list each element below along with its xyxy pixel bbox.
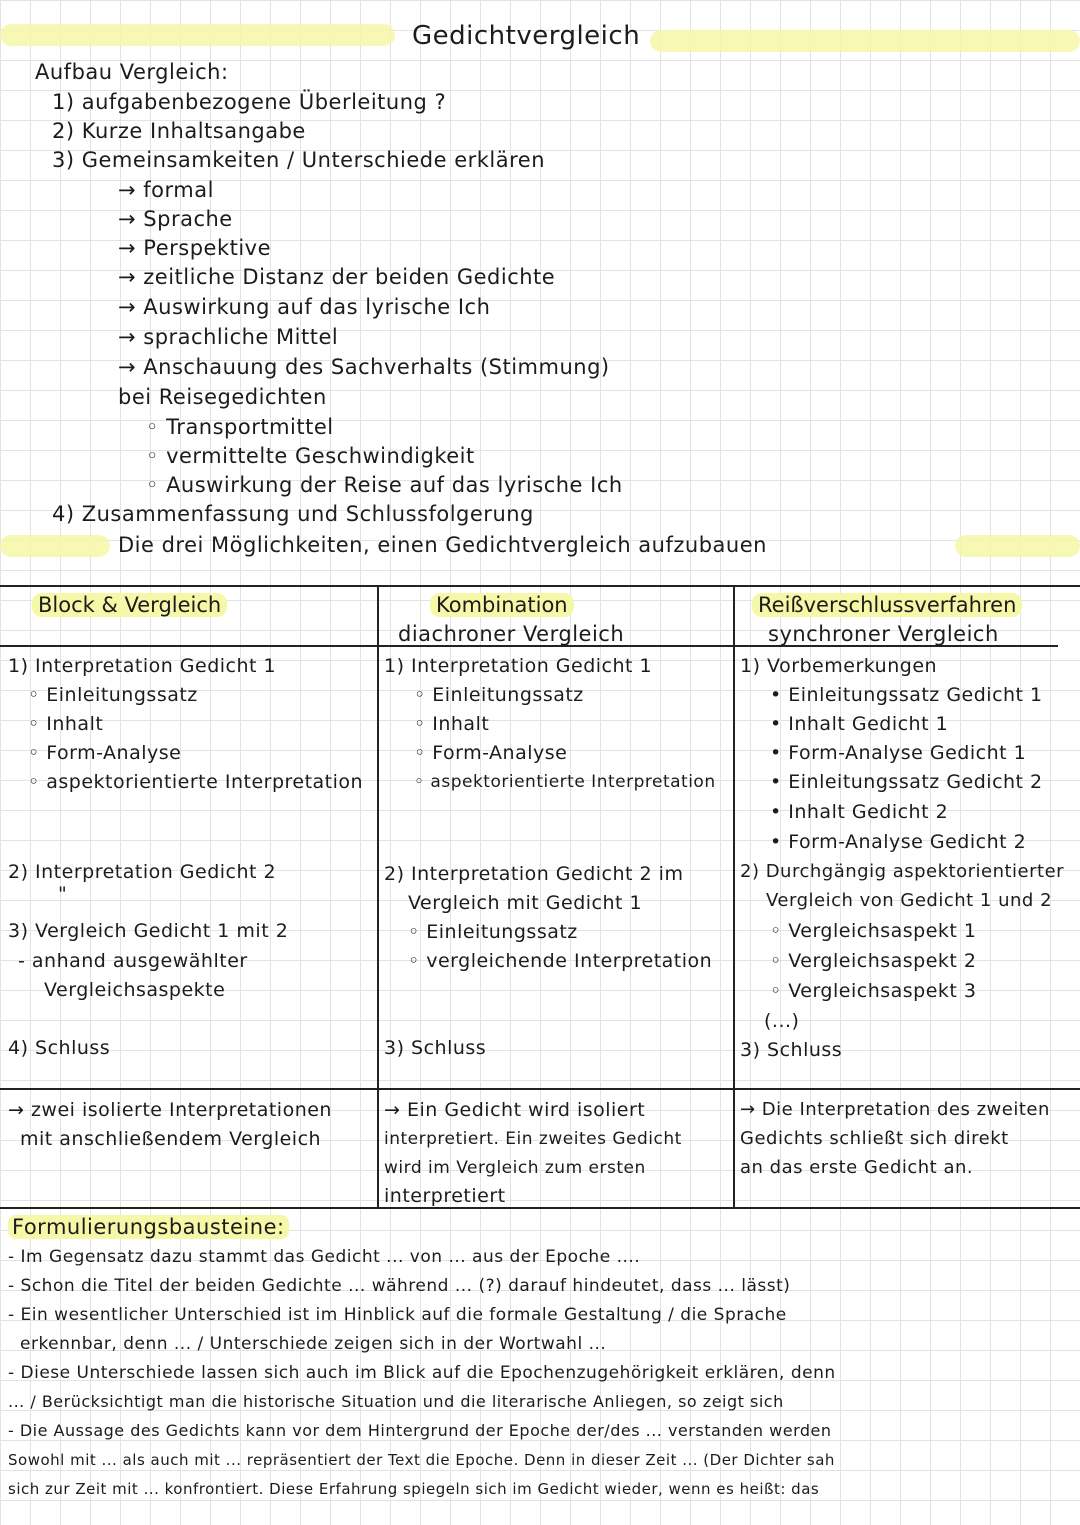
col2-line: ◦ aspektorientierte Interpretation bbox=[414, 772, 716, 792]
col3-summary-line: Gedichts schließt sich direkt bbox=[740, 1128, 1009, 1149]
col3-header-text: Reißverschlussverfahren bbox=[752, 593, 1022, 617]
reise-label: vermittelte Geschwindigkeit bbox=[166, 444, 475, 468]
col3-line: • Einleitungssatz Gedicht 1 bbox=[770, 684, 1043, 706]
aspect-label: Sprache bbox=[143, 207, 233, 231]
col2-line: ◦ Einleitungssatz bbox=[408, 921, 578, 943]
col2-summary-line: interpretiert. Ein zweites Gedicht bbox=[384, 1129, 682, 1149]
col3-line: • Einleitungssatz Gedicht 2 bbox=[770, 771, 1043, 793]
bausteine-heading-text: Formulierungsbausteine: bbox=[8, 1215, 289, 1239]
aspect-label: Anschauung des Sachverhalts (Stimmung) bbox=[143, 355, 610, 379]
aspect-item: → formal bbox=[118, 178, 214, 202]
bausteine-line: Sowohl mit ... als auch mit ... repräsentiert der Text die Epoche. Denn in dieser Zeit ... (Der Dichter sah bbox=[8, 1451, 835, 1469]
col3-line: • Inhalt Gedicht 1 bbox=[770, 713, 949, 735]
col3-summary-line: an das erste Gedicht an. bbox=[740, 1157, 974, 1178]
col3-line: 1) Vorbemerkungen bbox=[740, 655, 938, 677]
bausteine-line: ... / Berücksichtigt man die historische Situation und die literarische Anliegen, so zeigt sich bbox=[8, 1392, 784, 1411]
col1-summary-line: → zwei isolierte Interpretationen bbox=[8, 1099, 332, 1121]
aspect-item: → Sprache bbox=[118, 207, 233, 231]
col1-header-text: Block & Vergleich bbox=[32, 593, 227, 617]
col2-line: ◦ Einleitungssatz bbox=[414, 684, 584, 706]
col2-line: ◦ Form-Analyse bbox=[414, 742, 568, 764]
col1-line: ◦ Form-Analyse bbox=[28, 742, 182, 764]
col2-subheader: diachroner Vergleich bbox=[398, 622, 625, 646]
col3-summary-line: → Die Interpretation des zweiten bbox=[740, 1099, 1050, 1120]
col1-line: - anhand ausgewählter bbox=[18, 950, 248, 972]
col3-line: • Inhalt Gedicht 2 bbox=[770, 801, 949, 823]
bausteine-line: - Schon die Titel der beiden Gedichte ... während ... (?) darauf hindeutet, dass ... lässt) bbox=[8, 1276, 791, 1296]
page-title: Gedichtvergleich bbox=[412, 21, 641, 51]
col1-summary-line: mit anschließendem Vergleich bbox=[20, 1128, 322, 1150]
col3-line: ◦ Vergleichsaspekt 1 bbox=[770, 920, 977, 942]
bausteine-line: erkennbar, denn ... / Unterschiede zeigen sich in der Wortwahl ... bbox=[20, 1334, 607, 1354]
col2-line: Vergleich mit Gedicht 1 bbox=[408, 892, 643, 914]
title-highlight-right bbox=[650, 30, 1080, 52]
bausteine-line: - Ein wesentlicher Unterschied ist im Hinblick auf die formale Gestaltung / die Sprache bbox=[8, 1305, 787, 1325]
aspect-item: → Anschauung des Sachverhalts (Stimmung) bbox=[118, 355, 610, 379]
aspect-label: Perspektive bbox=[143, 236, 272, 260]
bausteine-line: - Diese Unterschiede lassen sich auch im Blick auf die Epochenzugehörigkeit erklären, denn bbox=[8, 1363, 836, 1383]
col3-line: 2) Durchgängig aspektorientierter bbox=[740, 861, 1065, 882]
col1-header bbox=[32, 593, 227, 617]
col1-line: ◦ aspektorientierte Interpretation bbox=[28, 771, 364, 793]
aufbau-step-4: 4) Zusammenfassung und Schlussfolgerung bbox=[52, 502, 534, 526]
col2-line: ◦ Inhalt bbox=[414, 713, 490, 735]
col1-line: 3) Vergleich Gedicht 1 mit 2 bbox=[8, 920, 289, 942]
table-column-divider-2 bbox=[733, 585, 735, 1209]
table-summary-divider bbox=[0, 1088, 1080, 1090]
col3-line: • Form-Analyse Gedicht 2 bbox=[770, 831, 1027, 853]
col2-header bbox=[430, 593, 574, 617]
col3-subheader: synchroner Vergleich bbox=[768, 622, 999, 646]
col3-line: Vergleich von Gedicht 1 und 2 bbox=[766, 890, 1053, 911]
aspect-item: → sprachliche Mittel bbox=[118, 325, 339, 349]
bausteine-line: - Die Aussage des Gedichts kann vor dem Hintergrund der Epoche der/des ... verstanden werden bbox=[8, 1421, 832, 1440]
col2-line: ◦ vergleichende Interpretation bbox=[408, 950, 713, 972]
aufbau-step-1: 1) aufgabenbezogene Überleitung ? bbox=[52, 90, 447, 114]
col2-line: 1) Interpretation Gedicht 1 bbox=[384, 655, 653, 677]
aspect-label: sprachliche Mittel bbox=[143, 325, 339, 349]
aufbau-heading: Aufbau Vergleich: bbox=[35, 60, 229, 84]
col1-line: " bbox=[58, 883, 68, 905]
col1-line: 1) Interpretation Gedicht 1 bbox=[8, 655, 277, 677]
col3-line: ◦ Vergleichsaspekt 2 bbox=[770, 950, 977, 972]
col3-header bbox=[752, 593, 1022, 617]
col1-line: ◦ Inhalt bbox=[28, 713, 104, 735]
aspect-label: Auswirkung auf das lyrische Ich bbox=[143, 295, 491, 319]
section-subtitle: Die drei Möglichkeiten, einen Gedichtvergleich aufzubauen bbox=[118, 533, 767, 557]
col2-summary-line: → Ein Gedicht wird isoliert bbox=[384, 1099, 646, 1121]
table-top-border bbox=[0, 585, 1080, 587]
bausteine-line: - Im Gegensatz dazu stammt das Gedicht ... von ... aus der Epoche .... bbox=[8, 1247, 641, 1267]
reise-label: Transportmittel bbox=[166, 415, 334, 439]
col2-summary-line: interpretiert bbox=[384, 1185, 506, 1207]
bausteine-line: sich zur Zeit mit ... konfrontiert. Diese Erfahrung spiegeln sich im Gedicht wieder, wenn es heißt: das bbox=[8, 1480, 820, 1498]
col3-line: ◦ Vergleichsaspekt 3 bbox=[770, 980, 977, 1002]
col1-line: 4) Schluss bbox=[8, 1037, 111, 1059]
aspect-item: → Auswirkung auf das lyrische Ich bbox=[118, 295, 491, 319]
aspect-label: formal bbox=[143, 178, 214, 202]
reise-item: ◦ vermittelte Geschwindigkeit bbox=[146, 444, 475, 468]
col3-line: 3) Schluss bbox=[740, 1039, 843, 1061]
aufbau-step-3: 3) Gemeinsamkeiten / Unterschiede erklären bbox=[52, 148, 546, 172]
col2-header-text: Kombination bbox=[430, 593, 574, 617]
col3-line: • Form-Analyse Gedicht 1 bbox=[770, 742, 1027, 764]
title-highlight-left bbox=[0, 24, 395, 46]
reise-label: Auswirkung der Reise auf das lyrische Ich bbox=[166, 473, 623, 497]
reise-item: ◦ Transportmittel bbox=[146, 415, 334, 439]
col2-line: 3) Schluss bbox=[384, 1037, 487, 1059]
col3-line: (...) bbox=[764, 1010, 800, 1032]
aspect-item: → Perspektive bbox=[118, 236, 272, 260]
col2-summary-line: wird im Vergleich zum ersten bbox=[384, 1158, 646, 1178]
aspect-label: zeitliche Distanz der beiden Gedichte bbox=[143, 265, 556, 289]
col2-line: 2) Interpretation Gedicht 2 im bbox=[384, 863, 684, 885]
subtitle-highlight-left bbox=[0, 535, 110, 557]
reise-item: ◦ Auswirkung der Reise auf das lyrische Ich bbox=[146, 473, 623, 497]
col1-line: Vergleichsaspekte bbox=[44, 979, 226, 1001]
col1-line: ◦ Einleitungssatz bbox=[28, 684, 198, 706]
subtitle-highlight-right bbox=[955, 535, 1080, 557]
bausteine-heading bbox=[8, 1213, 289, 1241]
aspect-item: → zeitliche Distanz der beiden Gedichte bbox=[118, 265, 556, 289]
aufbau-step-2: 2) Kurze Inhaltsangabe bbox=[52, 119, 306, 143]
reise-heading: bei Reisegedichten bbox=[118, 385, 327, 409]
table-bottom-border bbox=[0, 1207, 1080, 1209]
col1-line: 2) Interpretation Gedicht 2 bbox=[8, 861, 277, 883]
table-column-divider-1 bbox=[377, 585, 379, 1209]
